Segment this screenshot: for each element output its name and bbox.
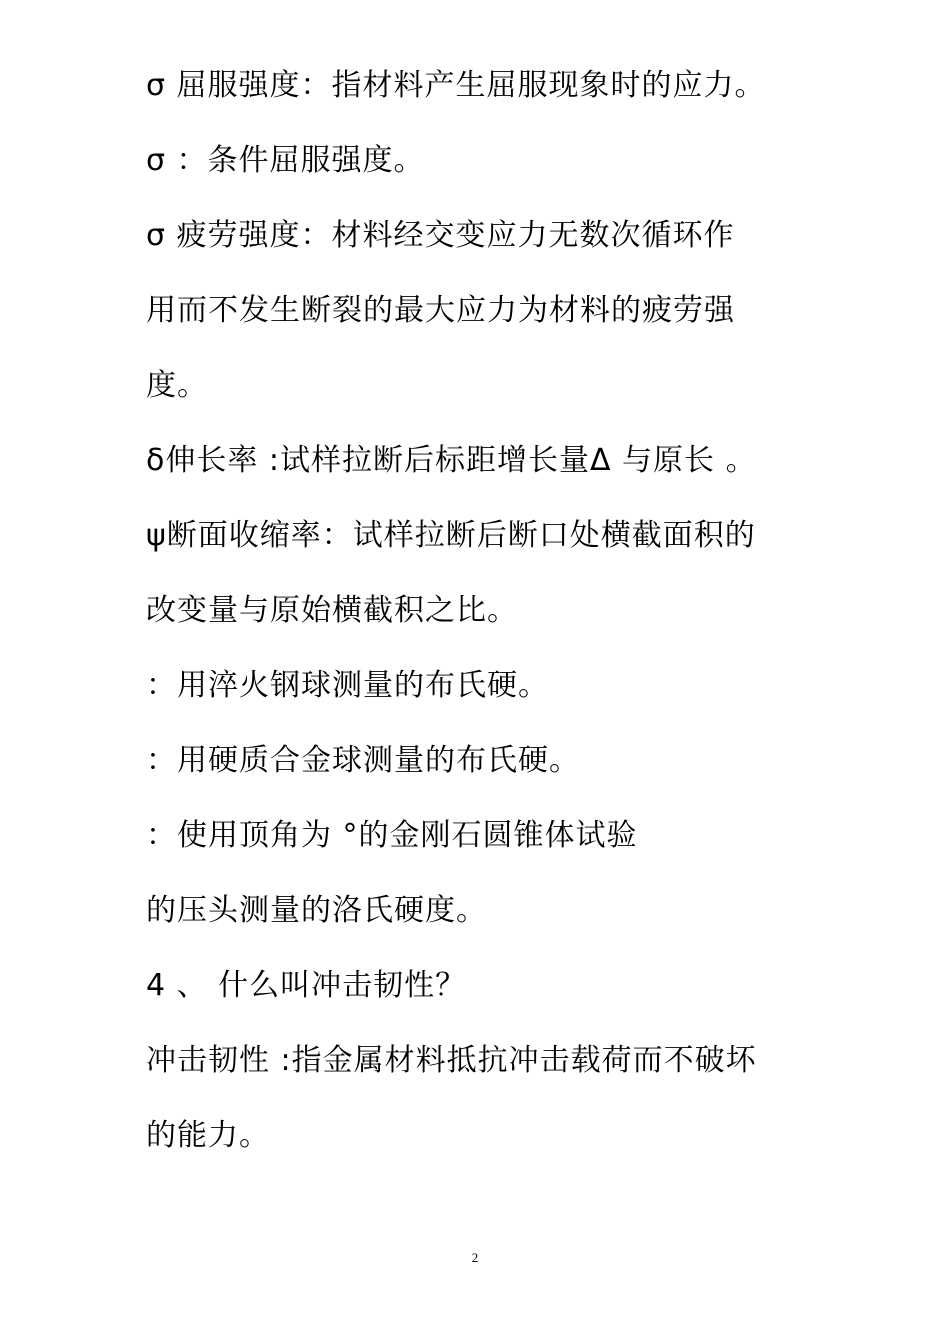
section-heading-impact-toughness: 4 、 什么叫冲击韧性？ (146, 968, 467, 1003)
page-number: 2 (471, 1250, 479, 1265)
text-line-hrc: ：使用顶角为 °的金刚石圆锥体试验 (146, 818, 638, 853)
text-line-reduction-of-area-2: 改变量与原始横截积之比。 (146, 593, 518, 628)
text-line-hbs: ：用淬火钢球测量的布氏硬。 (146, 668, 549, 703)
text-line-hbw: ：用硬质合金球测量的布氏硬。 (146, 743, 580, 778)
text-line-fatigue-strength-2: 用而不发生断裂的最大应力为材料的疲劳强 (146, 293, 735, 328)
text-line-fatigue-strength-3: 度。 (146, 368, 208, 403)
text-line-yield-strength: σ 屈服强度：指材料产生屈服现象时的应力。 (146, 68, 766, 103)
text-line-impact-toughness-2: 的能力。 (146, 1118, 270, 1153)
text-line-reduction-of-area: ψ断面收缩率：试样拉断后断口处横截面积的 (146, 518, 756, 553)
text-line-impact-toughness: 冲击韧性 :指金属材料抵抗冲击载荷而不破坏 (146, 1043, 757, 1078)
text-line-elongation: δ伸长率 :试样拉断后标距增长量Δ 与原长 。 (146, 443, 757, 478)
text-line-fatigue-strength: σ 疲劳强度：材料经交变应力无数次循环作 (146, 218, 735, 253)
text-line-hrc-2: 的压头测量的洛氏硬度。 (146, 893, 487, 928)
text-line-proof-strength: σ ：条件屈服强度。 (146, 143, 425, 178)
